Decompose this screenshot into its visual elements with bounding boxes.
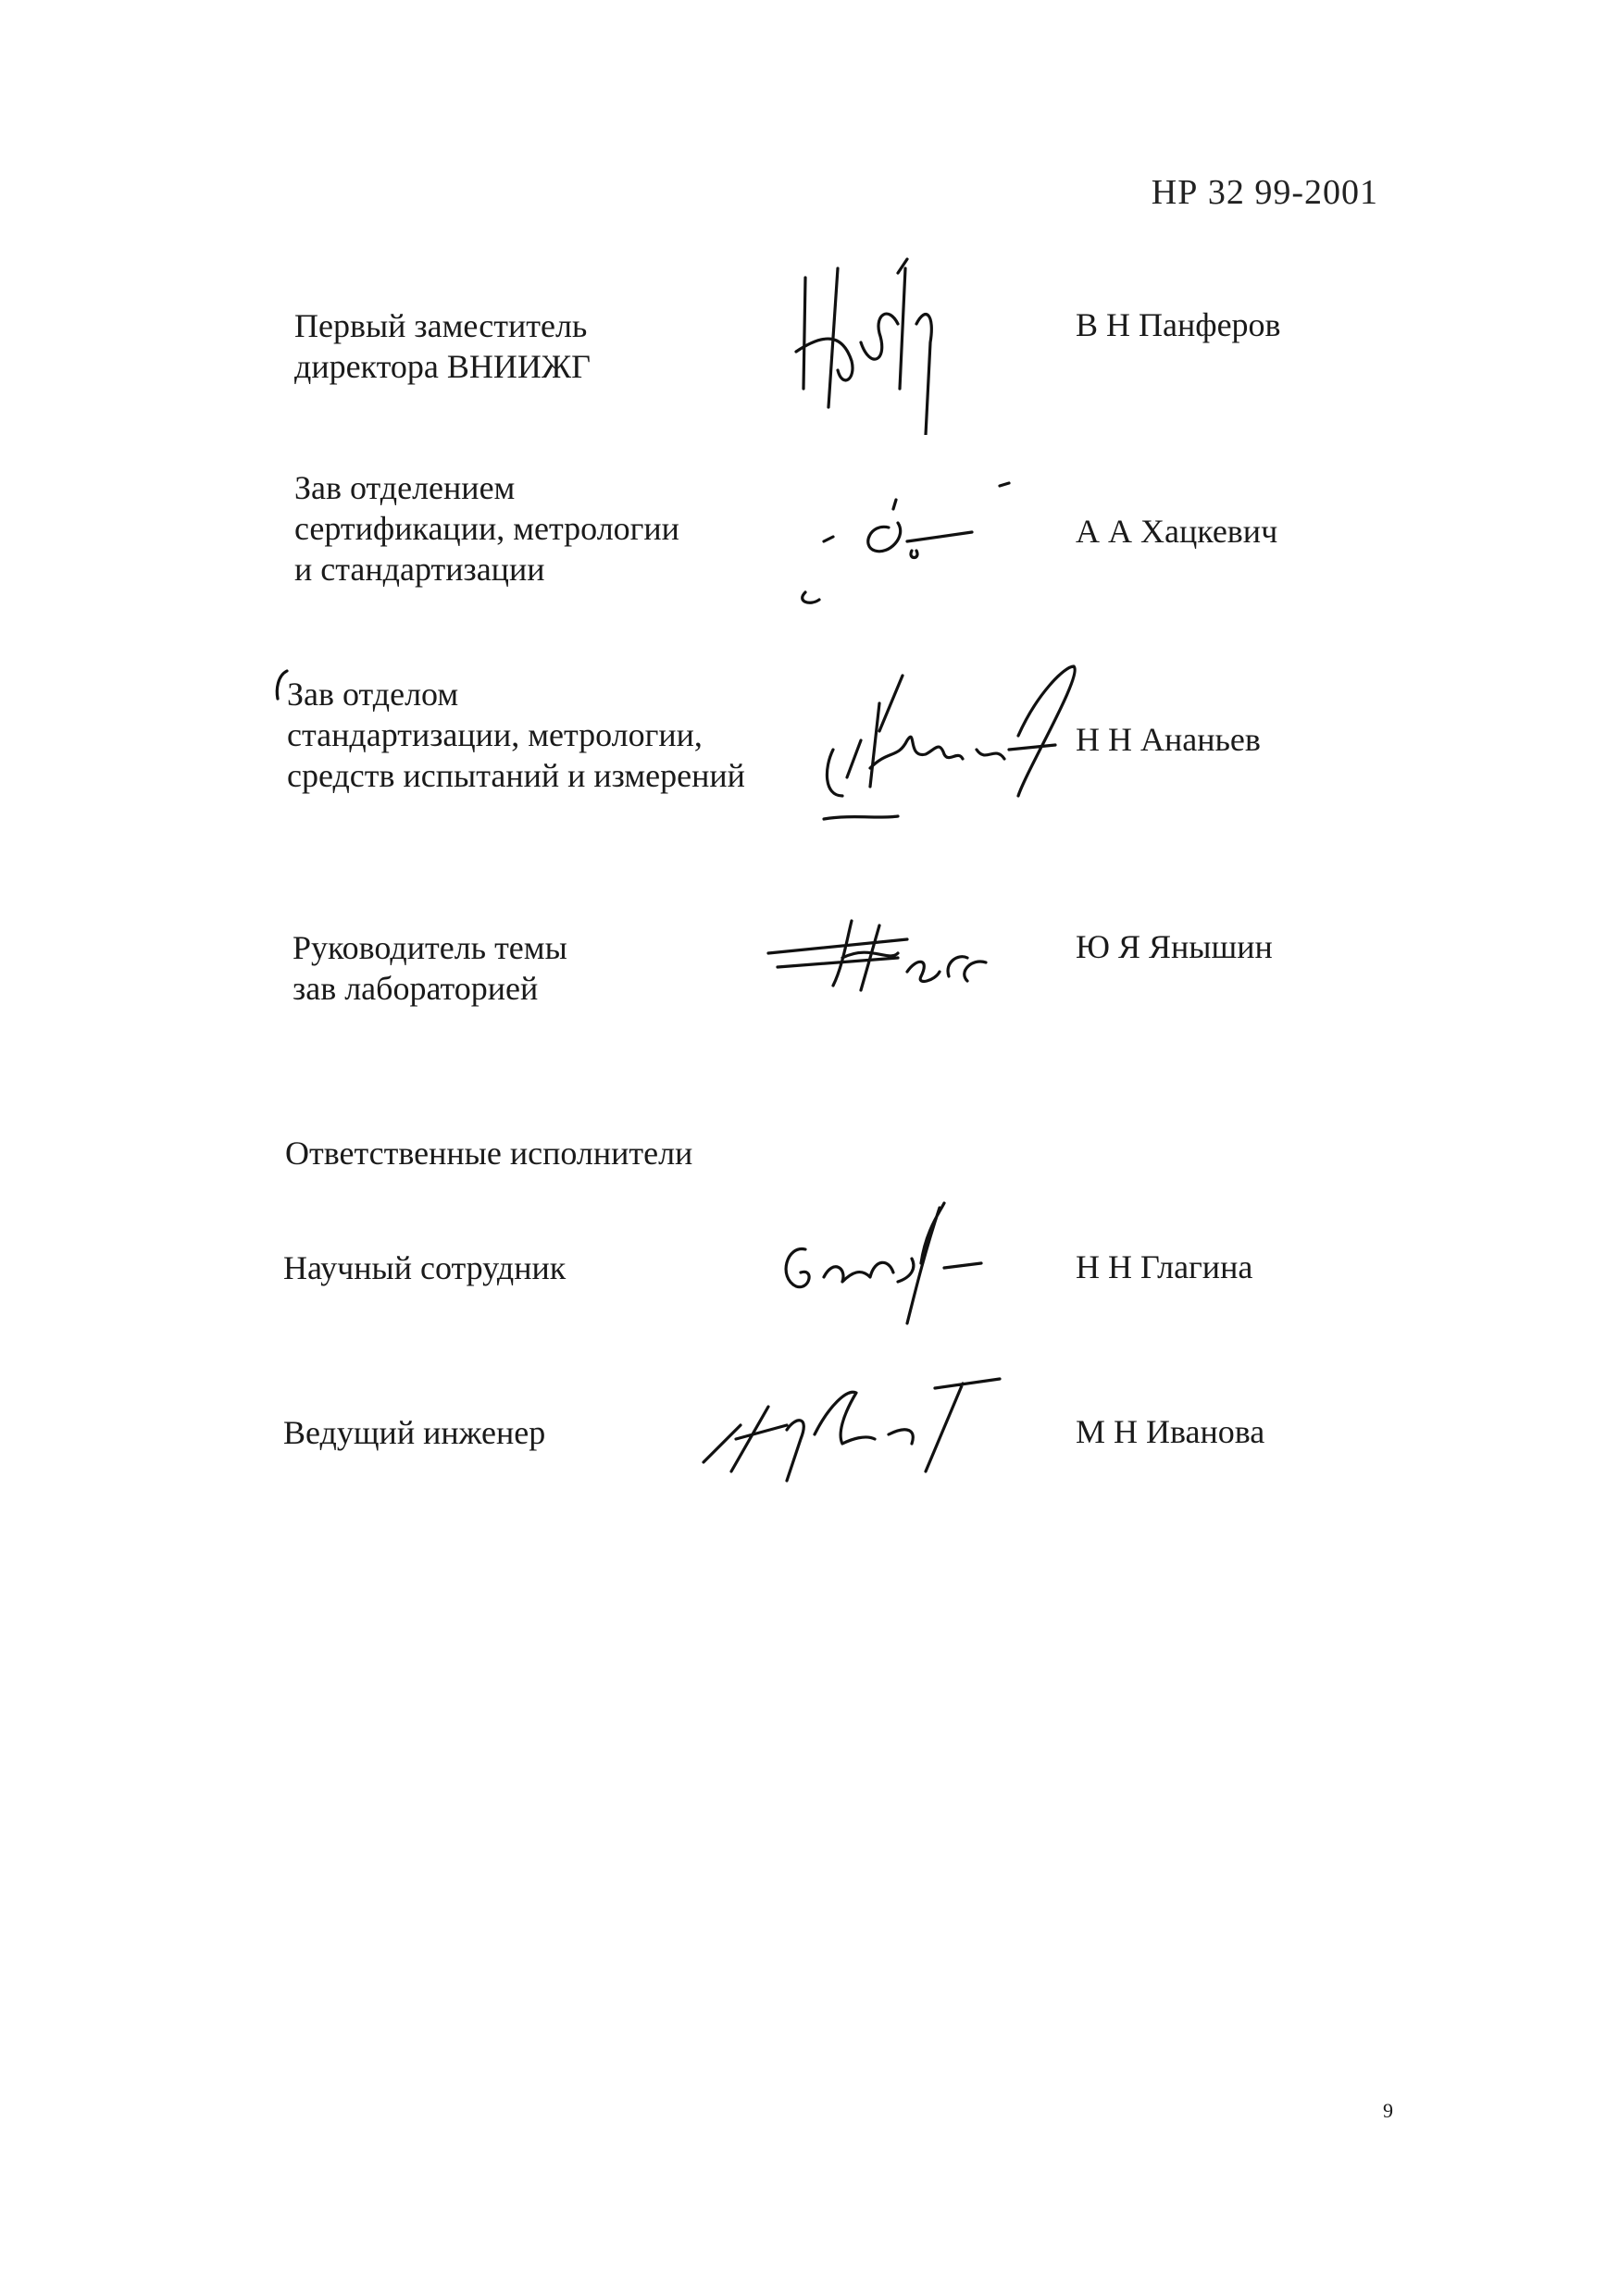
- handwritten-signature: [268, 666, 296, 703]
- signatory-name: Ю Я Янышин: [1076, 928, 1273, 965]
- handwritten-signature: [685, 1351, 1027, 1490]
- signatory-position: Зав отделением сертификации, метрологии и стандартизации: [294, 469, 679, 588]
- executor-position: Научный сотрудник: [283, 1249, 567, 1286]
- signatory-position: Зав отделом стандартизации, метрологии, средств испытаний и измерений: [287, 676, 745, 794]
- signatory-name: А А Хацкевич: [1076, 513, 1278, 550]
- section-heading: Ответственные исполнители: [285, 1135, 693, 1172]
- handwritten-signature: [815, 657, 1092, 833]
- signatory-position: Первый заместитель директора ВНИИЖГ: [294, 307, 591, 385]
- handwritten-signature: [759, 1194, 1000, 1333]
- signatory-name: В Н Панферов: [1076, 306, 1281, 343]
- executor-name: М Н Иванова: [1076, 1413, 1265, 1450]
- executor-name: Н Н Глагина: [1076, 1248, 1253, 1285]
- executor-position: Ведущий инженер: [283, 1414, 546, 1451]
- signatory-name: Н Н Ананьев: [1076, 721, 1261, 758]
- doc-code: НР 32 99-2001: [1151, 173, 1378, 212]
- signatory-position: Руководитель темы зав лабораторией: [293, 929, 567, 1007]
- handwritten-signature: [759, 902, 1000, 1004]
- handwritten-signature: [787, 250, 944, 435]
- page-number: 9: [1383, 2099, 1393, 2122]
- handwritten-signature: [787, 472, 1018, 611]
